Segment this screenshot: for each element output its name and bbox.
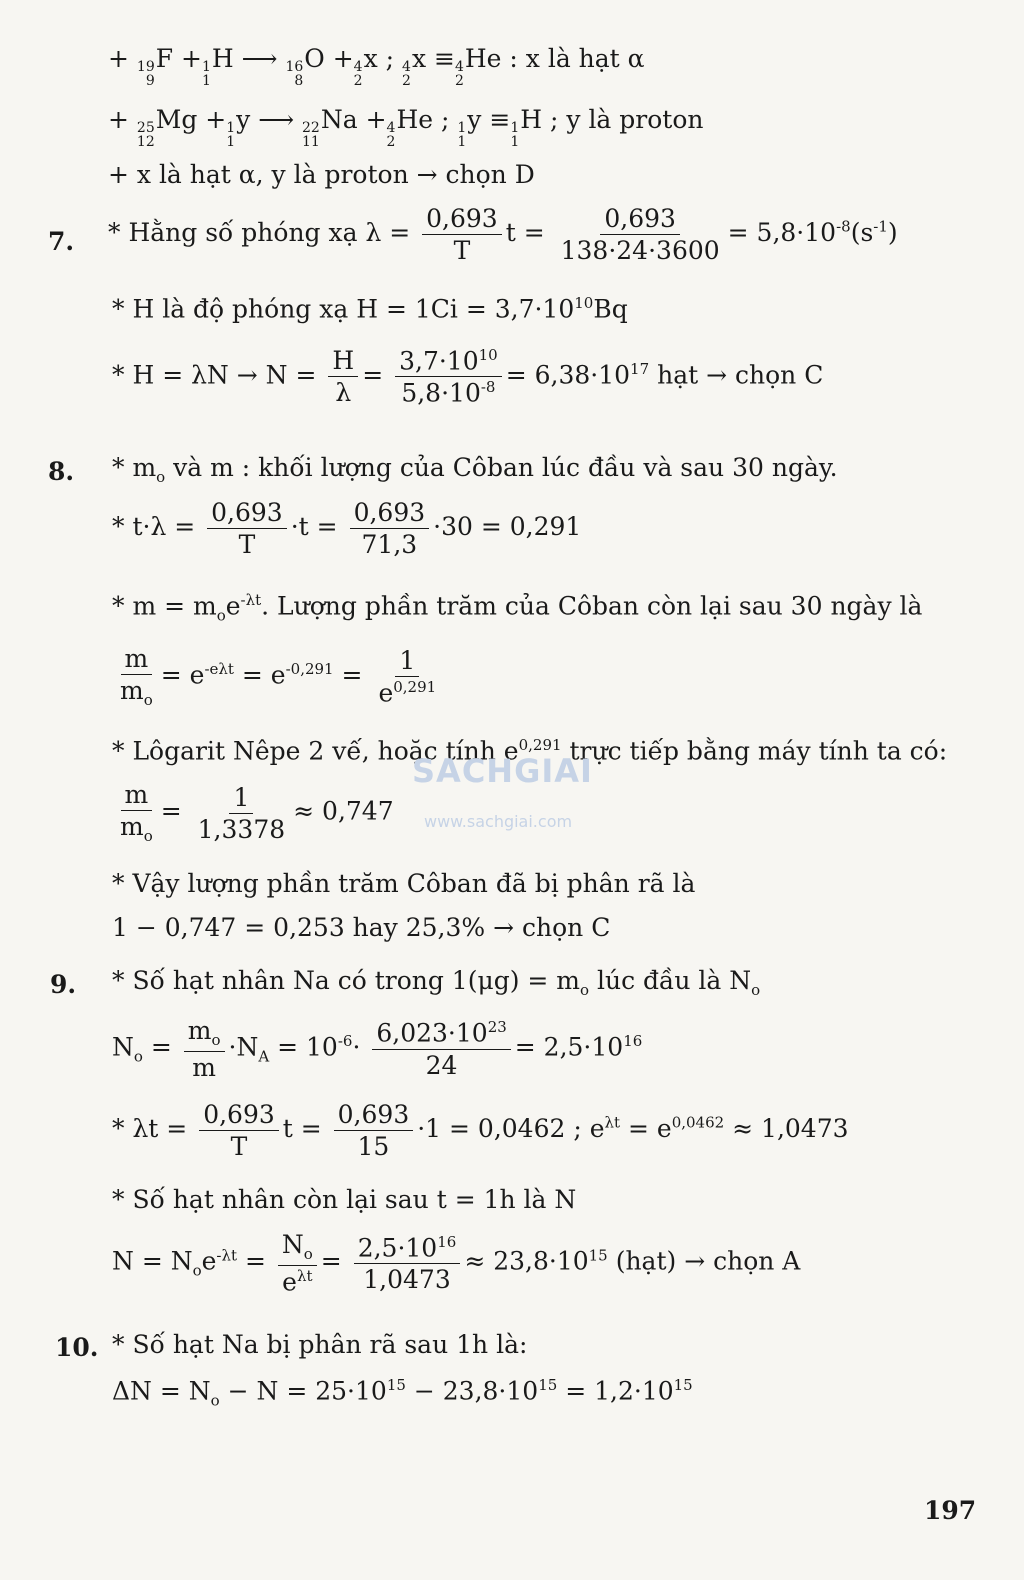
reaction-1-tail: He : x là hạt α bbox=[464, 44, 645, 73]
nuclei-count-7-tail: hạt → chọn C bbox=[657, 360, 824, 390]
remaining-nuclei-text: * Số hạt nhân còn lại sau t = 1h là N bbox=[112, 1185, 577, 1214]
reaction-2: + 25 12 Mg + 1 1 y ⟶ 22 11 Na + 4 2 He ; 1 1 y ≡ 1 1 H ; y là proton bbox=[108, 105, 704, 150]
initial-nuclei-text: * Số hạt nhân Na có trong $1(\mu g) = m_o$ lúc đầu là $N_o$ bbox=[112, 966, 761, 999]
question-number-10: 10. bbox=[55, 1333, 99, 1362]
question-number-8: 8. bbox=[48, 457, 75, 486]
activity-text: * H là độ phóng xạ H = 1Ci = 3,7·10 bbox=[112, 294, 575, 324]
mass-ratio-result: $\frac{m}{m_o}$ = $\frac{1}{1,3378}$ ≈ 0,747 bbox=[120, 780, 394, 845]
reaction-2-tail: H ; y là proton bbox=[520, 105, 704, 134]
lambda-t-9: * λt = $\frac{0,693}{T}$ t = $\frac{0,693}{15}$ ·1 = 0,0462 ; $e^{\lambda t} = e^{0,0462} \approx 1,0473$ bbox=[112, 1100, 849, 1161]
mass-decay-line: * $m = m_oe^{-\lambda t}$. Lượng phần trăm của Côban còn lại sau 30 ngày là bbox=[112, 591, 923, 625]
initial-nuclei-formula: $N_o$ = $\frac{m_o}{m}$ $\cdot N_A = 10^{-6}\cdot$ $\frac{6,023\cdot 10^{23}}{24}$ = $2,5\cdot 10^{16}$ bbox=[112, 1016, 643, 1082]
decayed-percent-text: * Vậy lượng phần trăm Côban đã bị phân rã là bbox=[112, 869, 696, 898]
reaction-1: + 19 9 F + 1 1 H ⟶ 16 8 O + 4 2 x ; 4 2 x ≡ 4 2 He : x là hạt α bbox=[108, 44, 645, 89]
remaining-nuclei-formula: $N = N_oe^{-\lambda t}$ = $\frac{N_o}{e^{\lambda t}}$ = $\frac{2,5\cdot 10^{16}}{1,0473}$ ≈ $23,8\cdot 10^{15}$ (hạt) → chọn A bbox=[112, 1230, 801, 1297]
sachgiai-url: www.sachgiai.com bbox=[424, 812, 573, 831]
question-number-9: 9. bbox=[50, 970, 77, 999]
sachgiai-watermark: SACHGIAI bbox=[412, 752, 593, 790]
mass-ratio-formula: $\frac{m}{m_o}$ = $e^{-e\lambda t} = e^{-0,291}$ = $\frac{1}{e^{0,291}}$ bbox=[120, 644, 437, 709]
decayed-nuclei-formula: $\Delta N = N_o - N = 25\cdot 10^{15} - 23,8\cdot 10^{15} = 1,2\cdot 10^{15}$ bbox=[112, 1376, 693, 1410]
logarithm-line: * Lôgarit Nêpe 2 vế, hoặc tính $e^{0,291}$ trực tiếp bằng máy tính ta có: bbox=[112, 736, 948, 766]
mass-definition: * $m_o$ và m : khối lượng của Côban lúc đầu và sau 30 ngày. bbox=[112, 453, 838, 486]
decay-constant-formula: * Hằng số phóng xạ λ = $\frac{0,693}{T}$ t = $\frac{0,693}{138\cdot 24\cdot 3600}$ = $5,8\cdot 10^{-8}(s^{-1})$ bbox=[108, 204, 898, 265]
activity-line: * H là độ phóng xạ $H = 1Ci = 3,7\cdot 10^{10}Bq$ bbox=[112, 294, 628, 324]
conclusion-6: + x là hạt α, y là proton → chọn D bbox=[108, 160, 535, 189]
decayed-nuclei-text: * Số hạt Na bị phân rã sau 1h là: bbox=[112, 1330, 528, 1359]
lambda-t-formula: * t·λ = $\frac{0,693}{T}$ ·t = $\frac{0,693}{71,3}$ ·30 = 0,291 bbox=[112, 498, 582, 559]
question-number-7: 7. bbox=[48, 227, 75, 256]
decayed-percent-result: 1 − 0,747 = 0,253 hay 25,3% → chọn C bbox=[112, 913, 611, 942]
decay-constant-label: Hằng số phóng xạ λ = bbox=[128, 218, 411, 247]
nuclei-count-7: * H = λN → N = $\frac{H}{\lambda}$ = $\frac{3,7\cdot 10^{10}}{5,8\cdot 10^{-8}}$ = $6,38\cdot 10^{17}$ hạt → chọn C bbox=[112, 346, 824, 408]
page-number: 197 bbox=[924, 1496, 977, 1525]
